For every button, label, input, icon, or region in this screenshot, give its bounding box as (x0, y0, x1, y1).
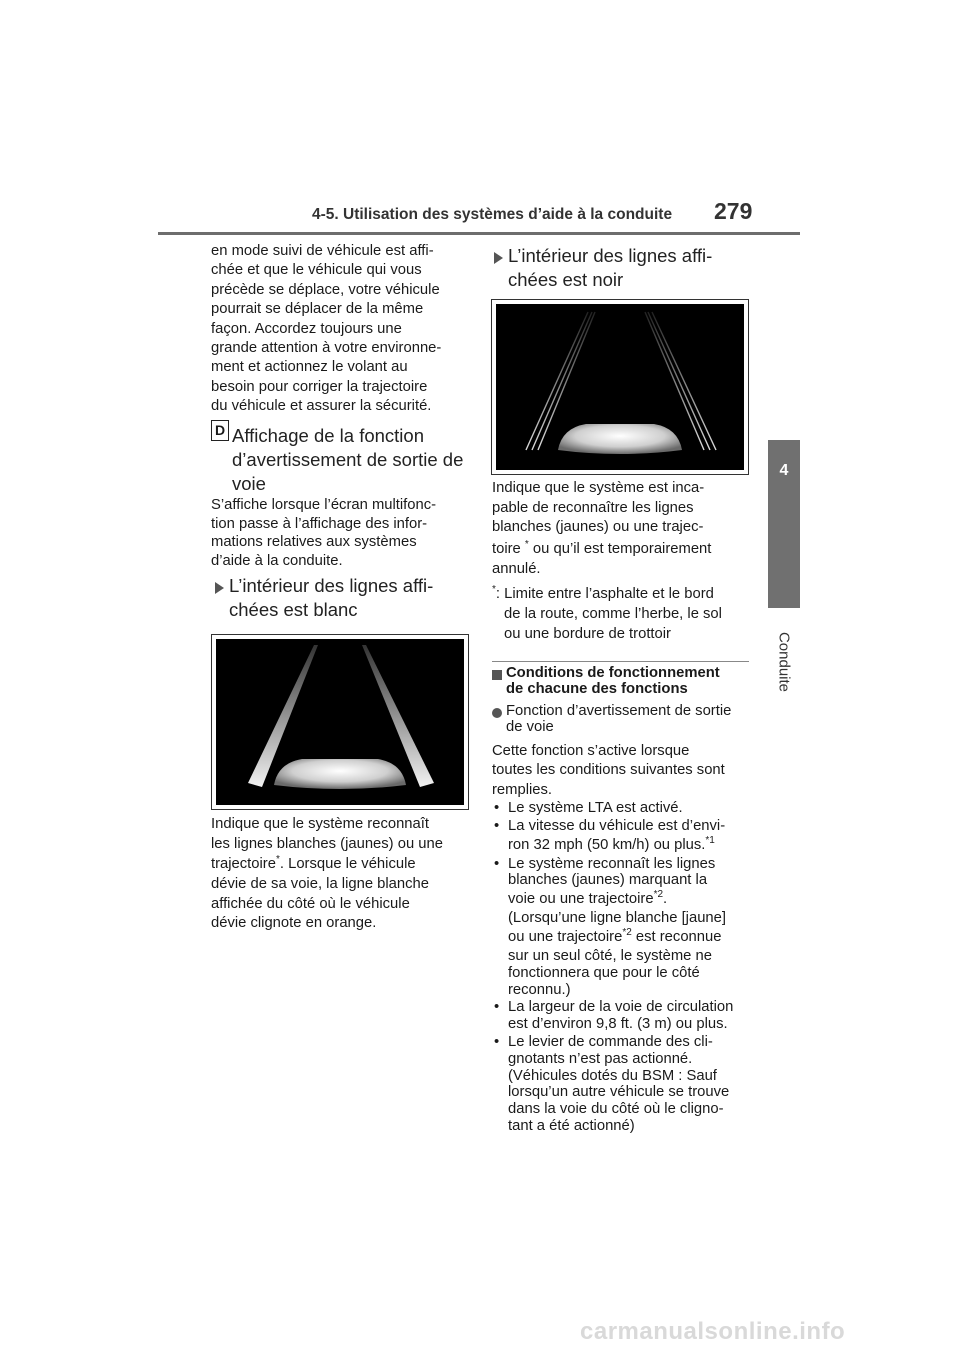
black-caption (492, 479, 752, 579)
function-title-line: Fonction d’avertissement de sortie (506, 703, 732, 719)
bullet-marker: • (494, 999, 500, 1016)
arrow-right-icon (494, 252, 503, 264)
list-item (492, 818, 754, 855)
d-heading-line: voie (232, 473, 266, 494)
function-intro-line: toutes les conditions suivantes sont (492, 762, 725, 779)
list-item-line: Le système reconnaît les lignes (508, 855, 716, 872)
function-intro-line: remplies. (492, 781, 553, 798)
list-item-line: lorsqu’un autre véhicule se trouve (508, 1084, 730, 1101)
list-item-text: Le système LTA est activé. (508, 800, 683, 816)
footnote-line (492, 584, 752, 604)
black-lines-heading (508, 244, 753, 292)
caption-line (492, 538, 752, 560)
intro-line: précède se déplace, votre véhicule (211, 281, 440, 298)
list-item-line: La largeur de la voie de circulation (508, 999, 734, 1016)
d-heading-line: d’avertissement de sortie de (232, 449, 464, 470)
caption-line: blanches (jaunes) ou une trajec- (492, 519, 704, 536)
caption-line: annulé. (492, 560, 541, 577)
caption-line: dévie clignote en orange. (211, 915, 377, 932)
white-caption (211, 815, 471, 934)
list-item-line: (Lorsqu’une ligne blanche [jaune] (508, 910, 727, 927)
list-item-line: La vitesse du véhicule est d’envi- (508, 817, 726, 834)
d-description (211, 496, 471, 570)
conditions-heading (506, 666, 754, 697)
d-heading (232, 424, 472, 496)
lane-display-white-image (212, 635, 468, 809)
list-item-text: . (663, 891, 668, 908)
list-item-text: ron 32 mph (50 km/h) ou plus. (508, 836, 706, 853)
chapter-number: 4 (779, 462, 789, 479)
list-item-line (508, 889, 754, 910)
footnote-mark: *2 (653, 889, 664, 901)
bullet-marker: • (494, 855, 500, 872)
list-item (492, 856, 754, 999)
list-item-text: voie ou une trajectoire (508, 891, 654, 908)
section-title: 4-5. Utilisation des systèmes d’aide à la conduite (312, 206, 673, 223)
list-item-line: sur un seul côté, le système ne (508, 947, 712, 964)
chapter-label-text: Conduite (775, 631, 793, 693)
list-item-line: reconnu.) (508, 981, 571, 998)
list-item (492, 999, 754, 1033)
function-intro-line: Cette fonction s’active lorsque (492, 743, 690, 759)
intro-line: façon. Accordez toujours une (211, 320, 402, 337)
function-title (506, 704, 756, 735)
lane-display-black-image (492, 300, 748, 474)
section-rule (492, 661, 749, 662)
black-heading-line: L’intérieur des lignes affi- (508, 245, 713, 266)
list-item-line: Le levier de commande des cli- (508, 1033, 713, 1050)
d-desc-line: tion passe à l’affichage des infor- (211, 515, 428, 532)
list-item-line: dans la voie du côté où le cligno- (508, 1101, 724, 1118)
list-item-line: (Véhicules dotés du BSM : Sauf (508, 1067, 717, 1084)
function-title-line: de voie (506, 718, 554, 735)
footnote (492, 584, 752, 644)
figure-white-lines (211, 634, 469, 810)
list-item-text: est reconnue (631, 928, 722, 945)
d-desc-line: d’aide à la conduite. (211, 552, 343, 569)
chapter-label (760, 622, 808, 702)
intro-paragraph (211, 242, 471, 417)
footnote-mark: * (524, 538, 529, 550)
circle-bullet-icon (492, 708, 502, 718)
conditions-heading-line: Conditions de fonctionnement (506, 665, 720, 681)
caption-line: Indique que le système reconnaît (211, 816, 429, 832)
intro-line: pourrait se déplacer de la même (211, 301, 424, 318)
page-number: 279 (714, 198, 753, 224)
caption-text: trajectoire (211, 856, 276, 873)
footnote-mark: *2 (622, 927, 632, 939)
white-heading-line: chées est blanc (229, 599, 358, 620)
caption-line: pable de reconnaître les lignes (492, 499, 694, 516)
bullet-marker: • (494, 817, 500, 834)
bullet-marker: • (494, 800, 500, 816)
footnote-mark: * (275, 854, 280, 866)
intro-line: grande attention à votre environne- (211, 340, 442, 357)
square-bullet-icon (492, 670, 502, 680)
intro-line: besoin pour corriger la trajectoire (211, 378, 428, 395)
intro-line: ment et actionnez le volant au (211, 359, 408, 376)
footnote-mark: *1 (705, 834, 715, 846)
list-item (492, 1034, 754, 1135)
caption-line (211, 854, 471, 875)
list-item-line (508, 835, 754, 855)
caption-text: toire (492, 540, 525, 557)
d-heading-line: Affichage de la fonction (232, 425, 424, 446)
caption-line: dévie de sa voie, la ligne blanche (211, 876, 429, 893)
footnote-line: ou une bordure de trottoir (504, 626, 671, 642)
white-lines-heading (229, 574, 469, 622)
caption-text: . Lorsque le véhicule (279, 856, 416, 873)
header-rule (158, 232, 800, 235)
d-desc-line: mations relatives aux systèmes (211, 534, 417, 551)
callout-label-d: D (211, 420, 229, 441)
caption-line: les lignes blanches (jaunes) ou une (211, 835, 443, 852)
footnote-text: : Limite entre l’asphalte et le bord (495, 586, 714, 602)
caption-text: ou qu’il est temporairement (528, 540, 712, 557)
black-heading-line: chées est noir (508, 269, 624, 290)
caption-line: affichée du côté où le véhicule (211, 895, 410, 912)
footnote-line: de la route, comme l’herbe, le sol (504, 606, 722, 622)
d-desc-line: S’affiche lorsque l’écran multifonc- (211, 497, 437, 513)
list-item-line: gnotants n’est pas actionné. (508, 1050, 693, 1067)
intro-line: du véhicule et assurer la sécurité. (211, 398, 432, 415)
footnote-mark: * (492, 584, 496, 596)
list-item (492, 800, 754, 817)
list-item-text: ou une trajectoire (508, 928, 623, 945)
white-heading-line: L’intérieur des lignes affi- (229, 575, 434, 596)
function-intro (492, 742, 752, 800)
list-item-line: fonctionnera que pour le côté (508, 964, 700, 981)
conditions-list (492, 800, 754, 1136)
arrow-right-icon (215, 582, 224, 594)
intro-line: chée et que le véhicule qui vous (211, 262, 422, 279)
list-item-line: est d’environ 9,8 ft. (3 m) ou plus. (508, 1016, 728, 1033)
watermark: carmanualsonline.info (580, 1318, 846, 1345)
conditions-heading-line: de chacune des fonctions (506, 680, 688, 697)
intro-line: en mode suivi de véhicule est affi- (211, 243, 434, 259)
list-item-line (508, 927, 754, 948)
list-item-line: blanches (jaunes) marquant la (508, 872, 708, 889)
bullet-marker: • (494, 1033, 500, 1050)
figure-black-lines (491, 299, 749, 475)
list-item-line: tant a été actionné) (508, 1117, 635, 1134)
caption-line: Indique que le système est inca- (492, 480, 705, 496)
